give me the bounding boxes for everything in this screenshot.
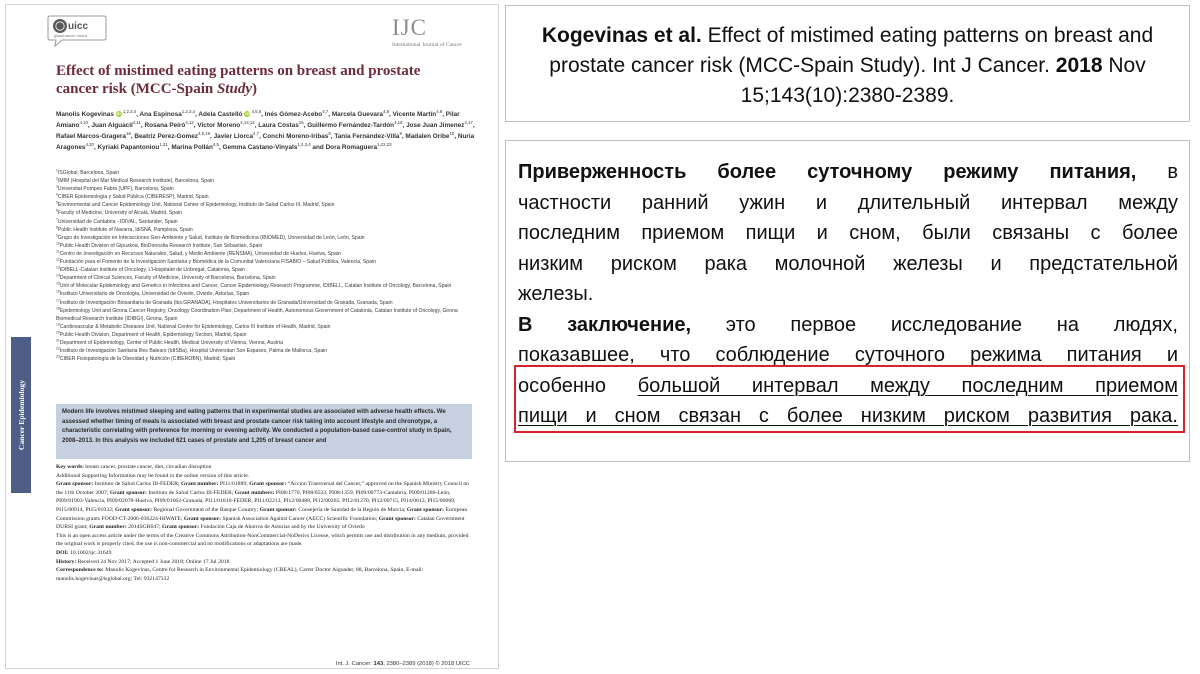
author-separator: , [136,111,140,118]
author-name: Marina Pollán [171,144,213,151]
affiliation-text: Centro de Investigación en Recursos Naturales, Salud, y Medio Ambiente (RENSMA), Universidad de Huelva, Huelva, Spain [59,250,341,257]
author-separator: and [310,144,326,151]
affiliation-text: Cardiovascular & Metabolic Diseases Unit, National Centre for Epidemiology, Carlos III Institute of Health, Madrid, Spain [59,323,331,330]
author-list [56,109,476,153]
author [405,130,455,140]
author-name: Laura Costas [258,122,299,129]
citation-box [505,5,1190,122]
author-affiliation-marks: 8 [328,130,331,136]
affiliation [56,274,478,282]
grant-segment: Spanish Association Against Cancer (AECC) Scientific Foundation; [221,515,379,522]
affiliation-text: Environmental and Cancer Epidemiology Unit, National Center of Epidemiology, Instituto de Salud Carlos III, Madrid, Spain [57,202,335,209]
summary-line-3: последним приемом пищи и сном, были связаны с более [518,222,1178,244]
affiliation-text: ISGlobal, Barcelona, Spain [57,170,120,176]
affiliation-number: 15 [56,281,60,286]
summary-text-run: особенно [518,374,638,397]
footer-segment: 143 [373,661,384,667]
footer-segment: Int. J. Cancer: [335,661,374,667]
author-separator: , [140,122,145,129]
author-affiliation-marks: 1,21 [159,141,168,147]
author-separator: , [401,133,406,140]
affiliation-number: 12 [56,257,60,262]
author [56,108,137,118]
affiliation-number: 10 [56,241,60,246]
author-separator: , [195,111,199,118]
affiliation [56,226,478,234]
affiliation-text: Grupo de Investigación en Interacciones Gen-Ambiente y Salud, Instituto de Biomedicina (IBIOMED), Universidad de León, León, Spain [57,234,365,241]
author-affiliation-marks: 1,2,3,4 [297,141,311,147]
grant-segment: Instituto de Salud Carlos III-FEDER; [93,481,181,488]
author-name: Nuria Aragones [56,133,475,151]
journal-mark: IJC [392,15,427,40]
affiliation [56,242,478,250]
affiliation [56,299,478,307]
affiliation-text: Public Health Division of Gipuzkoa, BioDonostia Research Institute, San Sebastian, Spain [59,242,263,249]
author-affiliation-marks: 4,12 [185,119,194,125]
affiliation-text: Unit of Molecular Epidemiology and Genetics in Infections and Cancer, Cancer Epidemiology Research Programme, IDIBELL, Catalan Institute of Oncology, Barcelona, Spain [59,283,452,290]
orcid-icon[interactable]: iD [116,111,121,117]
history-segment: Received 24 Nov 2017; Accepted 1 June 2018; Online 17 Jul 2018 [76,558,230,565]
author-separator: , [259,133,263,140]
grant-segment: Catalan Government DURSI grant; [56,515,465,531]
grant-segment: Regional Government of the Basque Country; [152,506,260,513]
title-segment: ) [251,80,257,97]
author-separator: , [472,122,475,129]
grant-segment: Grant number: [180,481,219,488]
keywords-segment: Key words: [56,464,84,470]
affiliation-text: Epidemiology Unit and Girona Cancer Registry, Oncology Coordination Plan, Department of Health, Autonomous Government of Catalonia, Catalan Institute of Oncology, Girona Biomedical Research Institute (IDIBGI), Girona, Spain [56,307,458,322]
affiliation-number: 11 [56,249,60,254]
affiliation [56,177,478,185]
author-separator: , [218,144,223,151]
affiliation [56,331,478,339]
author-separator: , [303,122,308,129]
affiliation-number: 22 [56,346,60,351]
author-affiliation-marks: 4,5 [212,141,219,147]
front-matter [56,463,476,583]
author-name: Ana Espinosa [139,111,182,118]
author-separator: , [442,111,446,118]
author-affiliation-marks: 4,8 [383,108,390,114]
citation-title: Effect of mistimed eating patterns on breast and prostate cancer risk (MCC-Spain Study). Int J Cancer. [549,24,1154,77]
author-affiliation-marks: 1,22,23 [377,141,392,147]
author-name: Marcela Guevara [331,111,383,118]
history-segment: History: [56,558,77,565]
section-sidebar [11,337,31,493]
abstract-box: Modern life involves mistimed sleeping and eating patterns that in experimental studies are associated with adverse health effects. We assessed whether timing of meals is associated with breast and prostate cancer risk taking into account lifestyle and chronotype, a characteristic correlating with preference for morning or evening activity. We conducted a population-based case-control study in Spain, 2008–2013. In this analysis we included 621 cases of prostate and 1,205 of breast cancer and [56,404,472,459]
author [198,108,262,118]
keywords [56,463,476,472]
affiliation-text: Instituto Universitario de Oncología, Universidad de Oviedo, Oviedo, Asturias, Spain [59,291,250,298]
author-affiliation-marks: 1,2,3,4 [122,108,137,114]
underlined-key-finding: пищи и сном связан с более низким риском развития рака. [518,405,1178,427]
doi-segment: 10.1002/ijc.31649 [68,549,112,556]
affiliation [56,234,478,242]
affiliation-number: 13 [56,265,60,270]
author-affiliation-marks: 4,7 [322,108,329,114]
affiliation-number: 3 [56,184,58,189]
affiliation-text: Faculty of Medicine, University of Alcalá, Madrid, Spain [57,210,182,217]
author [331,108,390,118]
author-affiliation-marks: 15 [298,119,304,125]
author [197,119,255,129]
affiliation [56,339,478,347]
affiliation-number: 19 [56,322,60,327]
citation-year: 2018 [1055,54,1103,77]
grant-segment: Grant sponsor: [406,506,445,513]
conclusion-lead-bold: В заключение, [518,313,692,336]
affiliation-number: 21 [56,338,60,343]
correspondence-segment: Manolis Kogevinas, Centre for Research in Environmental Epidemiology (CREAL), Carrer Doctor Aiguader, 88, Barcelona, Spain, E-mail: manolis.kogevinas@isglobal.org; Tel: 932147332 [56,567,424,582]
author-separator: , [328,111,332,118]
summary-line-2: частности ранний ужин и длительный интервал между [518,191,1178,214]
grant-segment: Instituto de Salud Carlos III-FEDER; [146,489,235,496]
summary-line-4: низким риском рака молочной железы и предстательной [518,252,1178,275]
author [144,119,194,129]
affiliation-text: Universitat Pompeu Fabra (UPF), Barcelona, Spain [57,186,174,193]
affiliation-number: 23 [56,354,60,359]
correspondence-segment: Correspondence to: [56,567,104,574]
affiliation-number: 17 [56,297,60,302]
author [139,108,199,118]
affiliation-number: 4 [56,192,58,197]
author-name: Kyriaki Papantoniou [97,144,160,151]
affiliation-text: Instituto de Investigación Sanitaria Illes Balears (IdISBa), Hospital Universitari Son Espases, Palma de Mallorca, Spain [59,348,328,355]
supporting-info: Additional Supporting Information may be found in the online version of this article. [56,472,250,479]
paper-title [56,63,461,98]
summary-line-5: железы. [518,283,594,305]
author-separator: , [261,111,265,118]
author-affiliation-marks: 4,10 [79,119,88,125]
author-separator: , [193,122,198,129]
affiliation-text: Public Health Institute of Navarra, IdiSNA, Pamplona, Spain [57,226,193,233]
author [334,130,402,140]
affiliation [56,250,478,258]
author-name: Jose Juan Jimenez [406,122,465,129]
author-separator: , [330,133,335,140]
grant-segment: Grant sponsor: [109,489,147,496]
summary-lead-bold: Приверженность более суточному режиму питания, [518,161,1137,183]
affiliation-number: 18 [56,305,60,310]
affiliation [56,355,478,363]
title-segment: Study [216,80,252,97]
grant-segment: PI11/01889; [218,481,250,488]
affiliation-text: Instituto de Investigación Biosanitaria de Granada (ibs.GRANADA), Hospitales Universitarios de Granada/Universidad de Granada, Granada, Spain [59,299,393,306]
citation-details: Nov 15;143(10):2380-2389. [740,54,1146,107]
affiliation-text: CIBER Fisiopatología de la Obesidad y Nutrición (CIBEROBN), Madrid, Spain [59,356,236,363]
uicc-logo [46,14,108,48]
summary-text-run: в [1136,161,1179,183]
author-separator: , [454,133,458,140]
affiliation [56,323,478,331]
affiliation [56,201,478,209]
affiliation [56,218,478,226]
affiliation-text: Department of Epidemiology, Center of Public Health, Medical University of Vienna, Vienna, Austria [59,339,283,346]
author-name: Madalen Oribe [405,133,450,140]
author-name: Conchi Moreno-Iribas [262,133,329,140]
summary-text-run: это первое исследование на людях, [691,313,1178,336]
author [307,119,403,129]
author-separator: , [130,133,135,140]
affiliation [56,169,478,177]
grant-segment: Grant sponsor: [114,506,153,513]
author [264,108,329,118]
keywords-segment: breast cancer, prostate cancer, diet, circadian disruption [83,464,212,470]
author-separator: , [167,144,172,151]
author-name: Vicente Martín [392,111,437,118]
author [262,130,331,140]
grant-segment: Grant sponsor: [259,506,297,513]
affiliation-number: 1 [56,168,58,173]
author-affiliation-marks: 18 [125,130,131,136]
grant-segment: Fundación Caja de Ahorros de Asturias and by the University of Oviedo [199,524,365,531]
author-affiliation-marks: 10 [449,130,455,136]
grant-segment: Grant sponsor: [56,481,94,488]
author [171,141,219,151]
affiliation-text: Fundación para el Fomento de la Investigación Sanitaria y Biomédica de la Comunitat Valenciana FISABIO – Salud Pública, Valencia, Spain [59,259,376,266]
author [91,119,141,129]
author-affiliation-marks: 4,7 [253,130,260,136]
author-name: Rafael Marcos-Gragera [56,133,126,140]
affiliation-number: 14 [56,273,60,278]
author-affiliation-marks: 4,5,6 [251,108,262,114]
author-name: Pilar Amiano [56,111,460,129]
author-affiliation-marks: 9 [399,130,402,136]
author-affiliation-marks: 4,9 [436,108,443,114]
affiliation-number: 8 [56,224,58,229]
affiliation-number: 2 [56,176,58,181]
author-separator: , [402,122,407,129]
title-segment: Effect of mistimed eating patterns on breast and prostate cancer risk (MCC-Spain [56,63,421,97]
license-statement: This is an open access article under the terms of the Creative Commons Attribution-NonCommercial-NoDerivs License, which permits use and distribution in any medium, provided the original work is properly cited, the use is non-commercial and no modifications or adaptations are made. [56,532,469,548]
author-name: Manolis Kogevinas [56,111,114,118]
summary-line-6 [518,310,1178,341]
summary-line-1 [518,157,1178,188]
author-name: Dora Romaguera [325,144,378,151]
summary-line-7: показавшее, что соблюдение суточного режима питания и [518,344,1178,366]
affiliation-number: 9 [56,233,58,238]
affiliation [56,266,478,274]
grant-segment: European Commission grants FOOD-CT-2006-036224-HIWATE; [56,506,468,522]
affiliation-text: IDIBELL-Catalan Institute of Oncology, L'Hospitalet de Llobregat, Catalonia, Spain [59,267,245,274]
affiliation-number: 5 [56,200,58,205]
author-name: Gemma Castano-Vinyals [222,144,298,151]
author-separator: , [210,133,214,140]
affiliation-number: 7 [56,216,58,221]
grant-segment: Grant sponsor: [183,515,222,522]
author [392,108,443,118]
author-separator: , [93,144,98,151]
author-affiliation-marks: 4,17 [464,119,473,125]
grant-segment: Grant numbers: [234,489,275,496]
author [134,130,211,140]
affiliation-number: 6 [56,208,58,213]
affiliation-number: 20 [56,330,60,335]
author-separator: , [389,111,393,118]
underlined-key-finding: большой интервал между последним приемом [637,374,1179,397]
affiliation [56,347,478,355]
affiliation-list [56,169,478,363]
affiliation [56,185,478,193]
author-affiliation-marks: 4,11 [132,119,141,125]
grant-segment: 2014SGR647; [126,524,163,531]
grant-segment: Grant number: [89,524,127,531]
affiliation [56,258,478,266]
grant-segment: “Accion Transversal del Cancer,” approved on the Spanish Ministry Council on the 11th October 2007; [56,481,470,496]
affiliation-number: 16 [56,289,60,294]
author-affiliation-marks: 4,5,19 [197,130,211,136]
paper-page-image [5,4,499,669]
author-affiliation-marks: 4,16 [394,119,403,125]
grant-segment: PI08/1770, PI08/0533, PI08/1359, PI09/00773-Cantabria, PI09/01286-León, PI09/01903-Valencia, PI09/02078-Huelva, PI09/01662-Granada, PI11/01810-FEDER, PI11/02213, PI12/00488, PI12/00265, PI12/01270, PI12/00715, PI14/0613, PI15/00069, PI15/00914, PI15/01032; [56,489,456,513]
author-name: Inés Gómez-Acebo [264,111,323,118]
author-affiliation-marks: 4,20 [85,141,94,147]
page-footer [336,661,470,667]
author [213,130,260,140]
grant-segment: Grant sponsor: [249,481,287,488]
affiliation [56,209,478,217]
affiliation-text: Department of Clinical Sciences, Faculty of Medicine, University of Barcelona, Barcelona, Spain [59,275,276,282]
author [325,141,392,151]
author [258,119,304,129]
author-name: Tania Fernández-Villa [334,133,400,140]
affiliation-text: Public Health Division, Department of Health, Epidemiology Section, Madrid, Spain [59,331,247,338]
author-affiliation-marks: 1,2,3,4 [181,108,196,114]
orcid-icon[interactable]: iD [245,111,250,117]
author-name: Juan Alguacil [91,122,133,129]
correspondence [56,566,476,583]
affiliation-text: IMIM (Hospital del Mar Medical Research Institute), Barcelona, Spain [57,178,214,185]
grant-segment: Grant sponsor: [162,524,200,531]
author [56,130,131,140]
journal-name: International Journal of Cancer [392,42,462,48]
affiliation [56,282,478,290]
citation-authors: Kogevinas et al. [541,24,702,47]
author [222,141,311,151]
grant-sponsors [56,480,476,532]
affiliation-text: CIBER Epidemiología y Salud Pública (CIBERESP), Madrid, Spain [57,194,209,201]
footer-segment: , 2380–2389 (2018) © 2018 UICC [383,661,470,667]
author-name: Adela Castelló [198,111,243,118]
author-name: Victor Moreno [197,122,241,129]
affiliation [56,193,478,201]
affiliation [56,290,478,298]
author-name: Guillermo Fernández-Tardón [307,122,395,129]
doi-segment: DOI: [56,549,69,556]
svg-text:uicc: uicc [68,21,89,32]
svg-text:global cancer control: global cancer control [54,34,88,38]
author-separator: , [254,122,259,129]
author-name: Rosana Peiró [144,122,186,129]
history [56,558,476,567]
grant-segment: Grant sponsor: [378,515,416,522]
author-name: Javier Llorca [213,133,254,140]
doi [56,549,476,558]
section-label: Cancer Epidemiology [16,379,26,451]
author-name: Beatriz Perez-Gomez [134,133,198,140]
grant-segment: Consejería de Sanidad de la Región de Murcia; [296,506,407,513]
author-affiliation-marks: 4,13,14 [240,119,255,125]
author [97,141,168,151]
red-highlight-frame [514,365,1185,433]
affiliation [56,307,478,323]
author [406,119,473,129]
affiliation-text: Universidad de Cantabria - IDIVAL, Santander, Spain [57,218,178,225]
author-separator: , [87,122,92,129]
